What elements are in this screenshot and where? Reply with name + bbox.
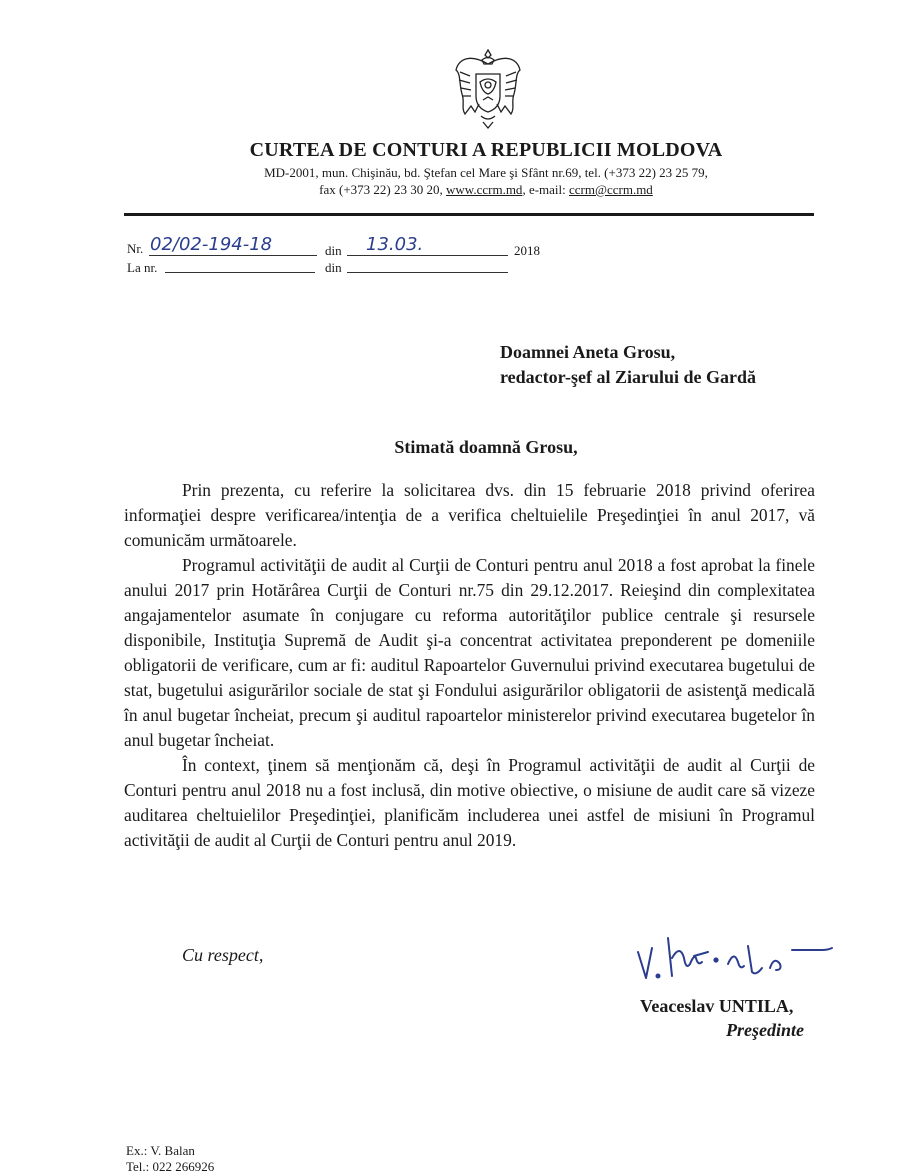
organization-name: CURTEA DE CONTURI A REPUBLICII MOLDOVA <box>249 139 723 161</box>
header-divider <box>124 213 814 216</box>
website-link[interactable]: www.ccrm.md <box>446 182 523 197</box>
email-link[interactable]: ccrm@ccrm.md <box>569 182 653 197</box>
la-nr-line <box>165 258 315 273</box>
recipient-position: redactor-şef al Ziarului de Gardă <box>500 367 756 387</box>
letter-body <box>124 478 815 853</box>
signer-name: Veaceslav UNTILA, <box>640 996 794 1016</box>
executor-name: Ex.: V. Balan <box>126 1143 195 1158</box>
ref-din-label: din <box>325 243 342 258</box>
closing-greeting: Cu respect, <box>182 945 264 965</box>
body-paragraph: Programul activităţii de audit al Curţii de Conturi pentru anul 2018 a fost aprobat la finele anului 2017 prin Hotărârea Curţii de Conturi nr.75 din 29.12.2017. Reieşind din complexitatea angajamentelor asumate în conjugare cu reforma autorităţilor publice centrale şi resursele disponibile, Instituţia Supremă de Audit şi-a concentrat activitatea preponderent pe domeniile obligatorii de verificare, cum ar fi: auditul Rapoartelor Guvernului privind executarea bugetului de stat, bugetului asigurărilor sociale de stat şi Fondului asigurărilor obligatorii de asistenţă medicală în anul bugetar încheiat, precum şi auditul rapoartelor ministerelor privind executarea bugetelor în anul bugetar încheiat. <box>124 555 815 750</box>
organization-contacts <box>0 182 904 198</box>
executor-phone: Tel.: 022 266926 <box>126 1159 215 1174</box>
ref-din-value: 13.03. <box>366 234 424 255</box>
recipient-name: Doamnei Aneta Grosu, <box>500 342 676 362</box>
body-paragraph: În context, ţinem să menţionăm că, deşi în Programul activităţii de audit al Curţii de Conturi pentru anul 2018 nu a fost inclusă, din motive obiective, o misiune de audit care să vizeze auditarea cheltuielilor Preşedinţiei, planificăm includerea unei astfel de misiuni în Programul activităţii de audit al Curţii de Conturi pentru anul 2019. <box>124 755 815 850</box>
handwritten-signature <box>632 928 842 988</box>
din2-label: din <box>325 260 342 275</box>
recipient-block <box>500 340 756 390</box>
signer-title: Preşedinte <box>726 1020 804 1040</box>
din2-line <box>347 258 508 273</box>
ref-year: 2018 <box>514 243 540 258</box>
ref-nr-value: 02/02-194-18 <box>150 234 273 255</box>
coat-of-arms-icon <box>453 44 523 132</box>
la-nr-label: La nr. <box>127 260 158 275</box>
email-label: , e-mail: <box>522 182 566 197</box>
salutation: Stimată doamnă Grosu, <box>394 437 578 457</box>
ref-nr-label: Nr. <box>127 241 144 256</box>
fax-number: fax (+373 22) 23 30 20, <box>319 182 443 197</box>
executor-info <box>126 1143 214 1175</box>
body-paragraph: Prin prezenta, cu referire la solicitarea dvs. din 15 februarie 2018 privind oferirea informaţiei despre verificarea/intenţia de a verifica cheltuielile Preşedinţiei în anul 2017, vă comunicăm următoarele. <box>124 480 815 550</box>
organization-address: MD-2001, mun. Chişinău, bd. Ştefan cel Mare şi Sfânt nr.69, tel. (+373 22) 23 25 79, <box>264 165 708 180</box>
